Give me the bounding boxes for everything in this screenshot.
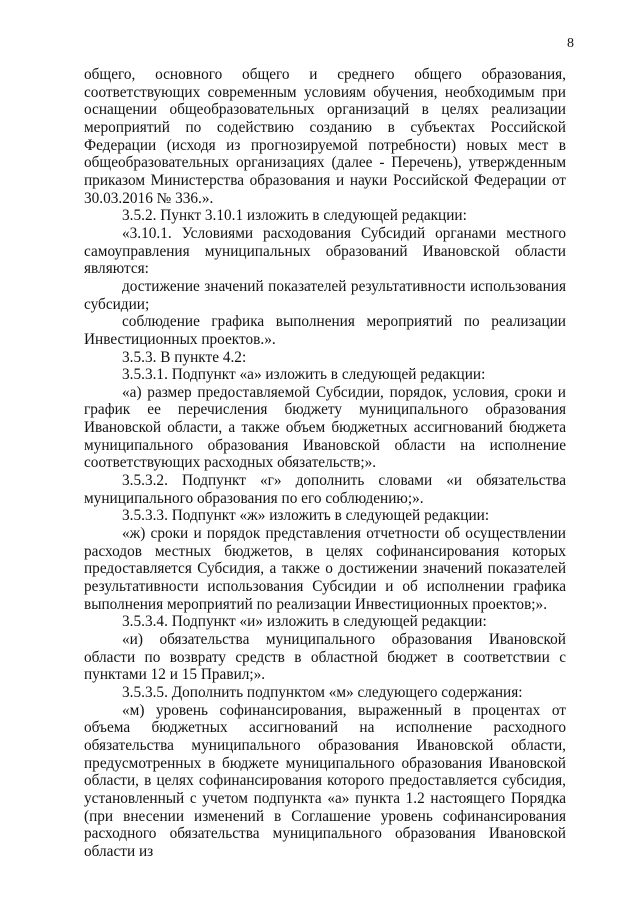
paragraph: достижение значений показателей результативности использования субсидии; xyxy=(84,277,566,313)
paragraph: 3.5.3.1. Подпункт «а» изложить в следующей редакции: xyxy=(122,366,486,384)
paragraph: 3.5.3.5. Дополнить подпунктом «м» следующего содержания: xyxy=(122,683,523,701)
paragraph: 3.5.3. В пункте 4.2: xyxy=(122,348,247,366)
paragraph: соблюдение графика выполнения мероприятий по реализации Инвестиционных проектов.». xyxy=(84,313,566,348)
paragraph: «а) размер предоставляемой Субсидии, порядок, условия, сроки и график ее перечисления бюджету муниципального образования Ивановской области, а также объем бюджетных ассигнований бюджета муниципального образования Ивановской области на исполнение соответствующих расходных обязательств;». xyxy=(84,383,566,472)
document-body xyxy=(84,66,566,861)
paragraph: «3.10.1. Условиями расходования Субсидий органами местного самоуправления муниципальных образований Ивановской области являются: xyxy=(84,224,566,278)
paragraph: «ж) сроки и порядок представления отчетности об осуществлении расходов местных бюджетов, в целях софинансирования которых предоставляется Субсидия, а также о достижении значений показателей результативности использования Субсидии и об исполнении графика выполнения мероприятий по реализации Инвестиционных проектов;». xyxy=(84,525,566,613)
paragraph: «м) уровень софинансирования, выраженный в процентах от объема бюджетных ассигнований на исполнение расходного обязательства муниципального образования Ивановской области, предусмотренных в бюджете муниципального образования Ивановской области, в целях софинансирования которого предоставляется субсидия, установленный с учетом подпункта «а» пункта 1.2 настоящего Порядка (при внесении изменений в Соглашение уровень софинансирования расходного обязательства муниципального образования Ивановской области из xyxy=(84,701,566,860)
paragraph: «и) обязательства муниципального образования Ивановской области по возврату средств в областной бюджет в соответствии с пунктами 12 и 15 Правил;». xyxy=(84,631,566,684)
paragraph: общего, основного общего и среднего общего образования, соответствующих современным условиям обучения, необходимым при оснащении общеобразовательных организаций в целях реализации мероприятий по содействию созданию в субъектах Российской Федерации (исходя из прогнозируемой потребности) новых мест в общеобразовательных организациях (далее - Перечень), утвержденным приказом Министерства образования и науки Российской Федерации от 30.03.2016 № 336.». xyxy=(84,66,566,207)
paragraph: 3.5.3.4. Подпункт «и» изложить в следующей редакции: xyxy=(122,613,487,631)
paragraph: 3.5.2. Пункт 3.10.1 изложить в следующей редакции: xyxy=(122,207,467,225)
page-number: 8 xyxy=(567,36,574,51)
paragraph: 3.5.3.2. Подпункт «г» дополнить словами «и обязательства муниципального образования по его соблюдению;». xyxy=(84,472,566,507)
paragraph: 3.5.3.3. Подпункт «ж» изложить в следующей редакции: xyxy=(122,507,490,525)
